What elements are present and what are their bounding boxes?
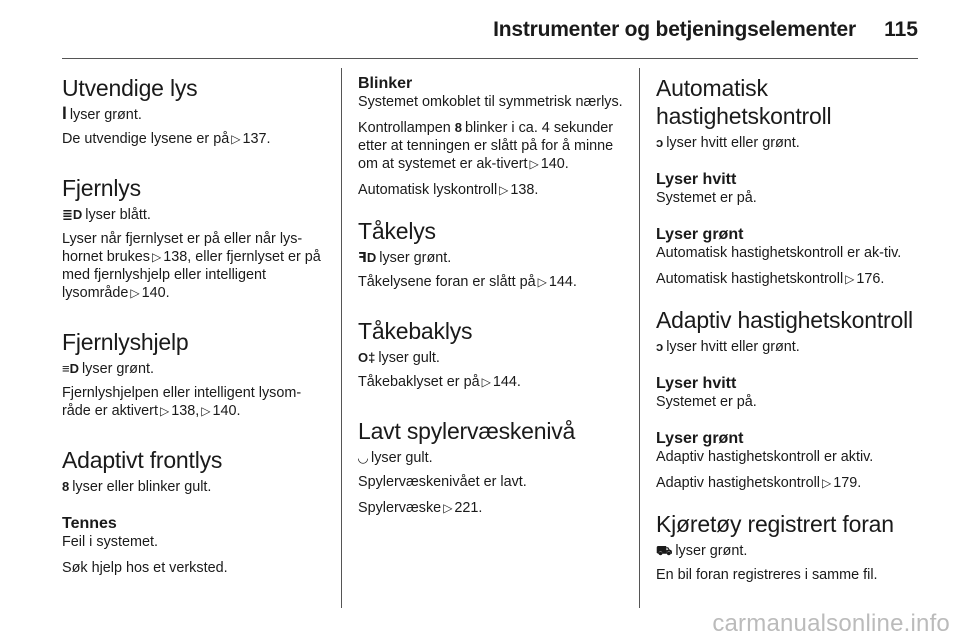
text: Kontrollampen [358,120,451,136]
text: Automatisk lyskontroll [358,182,498,198]
status-line [656,134,920,152]
page-ref-arrow-icon: ▷ [537,275,547,289]
status-text: lyser gult. [371,450,433,466]
heading-adaptiv-hastighetskontroll: Adaptiv hastighetskontroll [656,307,913,333]
column-divider-1 [341,68,342,608]
text: Automatisk hastighetskontroll [656,271,844,287]
paragraph [656,270,920,288]
page-ref-arrow-icon: ▷ [499,183,509,197]
header-title: Instrumenter og betjeningselementer [493,18,856,41]
subheading-lyser-gront: Lyser grønt [656,226,744,243]
page-ref-arrow-icon: ▷ [152,250,162,264]
status-line [62,478,324,496]
text: 138, eller fjernlyset er på med fjernlyshjelp eller intelligent lysområde [62,249,321,301]
adaptive-light-icon: 8 [62,479,70,494]
paragraph: Spylervæskenivået er lavt. [358,474,527,490]
heading-takelys: Tåkelys [358,218,436,244]
paragraph [656,474,920,492]
status-line [656,338,920,356]
status-text: lyser hvitt eller grønt. [666,339,800,355]
page-ref-arrow-icon: ▷ [231,132,241,146]
paragraph [358,499,624,517]
heading-utvendige-lys: Utvendige lys [62,75,198,101]
exterior-light-icon: ꟾ [62,107,67,122]
paragraph [358,273,624,291]
heading-fjernlyshjelp: Fjernlyshjelp [62,329,189,355]
paragraph: Feil i systemet. [62,534,158,550]
paragraph [62,230,324,302]
header-rule [62,58,918,59]
vehicle-ahead-icon: ⛟ [656,543,673,558]
heading-takebaklys: Tåkebaklys [358,318,473,344]
text: Spylervæske [358,500,442,516]
text: blinker i ca. 4 sekunder etter at tenningen er slått på for å minne om at systemet er ak-tivert [358,120,614,172]
washer-fluid-icon: ◡ [358,450,368,465]
watermark: carmanualsonline.info [712,610,950,637]
text: Tåkebaklyset er på [358,374,480,390]
status-text: lyser grønt. [379,250,452,266]
page-ref: 138, [171,403,200,419]
fog-light-icon: ꟻD [358,250,377,265]
status-text: lyser grønt. [81,361,154,377]
paragraph [358,181,624,199]
paragraph [62,384,324,420]
subheading-lyser-hvitt: Lyser hvitt [656,375,737,392]
status-line [62,206,324,224]
heading-lavt-spylervaeskeniva: Lavt spylervæskenivå [358,418,576,444]
paragraph: Automatisk hastighetskontroll er ak-tiv. [656,245,902,261]
paragraph: Systemet er på. [656,190,757,206]
page-ref-arrow-icon: ▷ [529,157,539,171]
paragraph: Systemet er på. [656,394,757,410]
adaptive-light-icon: 8 [454,120,463,135]
status-line [358,349,624,367]
high-beam-assist-icon: ≡D [62,361,79,376]
page-ref: 140. [212,403,241,419]
page-ref: 221. [454,500,483,516]
page-number: 115 [884,18,918,41]
subheading-tennes: Tennes [62,515,117,532]
text: Tåkelysene foran er slått på [358,274,536,290]
status-text: lyser eller blinker gult. [72,479,212,495]
paragraph: Søk hjelp hos et verksted. [62,560,228,576]
text: Lyser når fjernlyset er på eller når lys-hornet brukes [62,231,303,265]
page-ref-arrow-icon: ▷ [159,404,170,418]
rear-fog-light-icon: O‡ [358,350,376,365]
page-ref-arrow-icon: ▷ [130,286,140,300]
cruise-control-icon: ↄ [656,339,664,354]
subheading-lyser-gront: Lyser grønt [656,430,744,447]
heading-fjernlys: Fjernlys [62,175,141,201]
status-line [358,449,624,467]
paragraph: En bil foran registreres i samme fil. [656,567,878,583]
page-ref: 140. [141,285,170,301]
page-ref: 144. [492,374,521,390]
cruise-control-icon: ↄ [656,135,664,150]
heading-adaptivt-frontlys: Adaptivt frontlys [62,447,223,473]
text: Fjernlyshjelpen eller intelligent lysom-råde er aktivert [62,385,302,419]
page-ref-arrow-icon: ▷ [481,375,491,389]
status-text: lyser hvitt eller grønt. [666,135,800,151]
status-line [656,542,920,560]
paragraph [358,119,624,173]
status-text: lyser gult. [378,350,440,366]
paragraph [358,373,624,391]
page-ref-arrow-icon: ▷ [822,476,832,490]
page-ref: 144. [548,274,577,290]
status-text: lyser blått. [85,207,151,223]
column-3 [656,74,920,592]
page-ref: 176. [856,271,885,287]
text: De utvendige lysene er på [62,131,230,147]
page-ref: 138. [510,182,539,198]
high-beam-icon: ≣D [62,207,83,222]
status-text: lyser grønt. [675,543,748,559]
page-header [62,16,918,52]
paragraph: Systemet omkoblet til symmetrisk nærlys. [358,94,623,110]
heading-kjoretoy-registrert-foran: Kjøretøy registrert foran [656,511,894,537]
column-1 [62,74,324,585]
status-line [62,360,324,378]
status-text: lyser grønt. [69,107,142,123]
column-divider-2 [639,68,640,608]
page-ref-arrow-icon: ▷ [201,404,211,418]
heading-automatisk-hastighetskontroll: Automatisk hastighetskontroll [656,75,832,129]
subheading-lyser-hvitt: Lyser hvitt [656,171,737,188]
page-ref-arrow-icon: ▷ [443,501,453,515]
status-line [358,249,624,267]
column-2 [358,74,624,525]
page-ref-arrow-icon: ▷ [845,272,855,286]
paragraph: Adaptiv hastighetskontroll er aktiv. [656,449,874,465]
page-ref: 140. [540,156,569,172]
paragraph [62,130,324,148]
page-ref: 179. [833,475,862,491]
page-ref: 137. [242,131,271,147]
text: Adaptiv hastighetskontroll [656,475,820,491]
subheading-blinker: Blinker [358,75,413,92]
status-line [62,106,324,124]
